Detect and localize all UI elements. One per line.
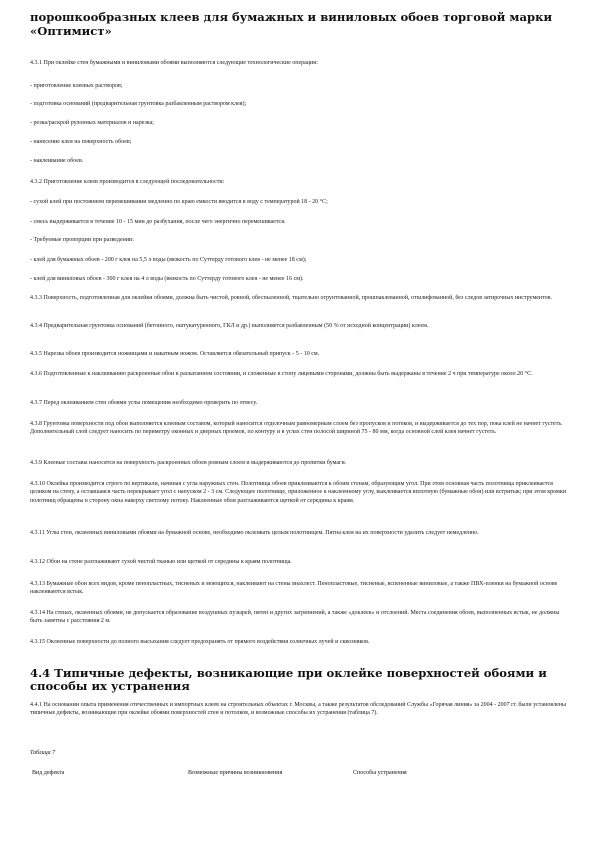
list-item: - приготовление клеевых растворов; [30, 83, 123, 89]
paragraph-4-3-2: 4.3.2 Приготовление клеев производится в следующей последовательности: [30, 179, 225, 185]
list-item: - подготовка оснований (предварительная грунтовка разбавленным раствором клея); [30, 101, 247, 107]
table-header-remedies: Способы устранения [353, 770, 407, 776]
list-item: - сухой клей при постоянном перемешивании медленно по краю емкости вводится в воду с температурой 18 - 20 °С; [30, 199, 328, 205]
paragraph-4-3-11: 4.3.11 Углы стен, оклеенных виниловыми обоями на бумажной основе, необходимо оклеивать целым полотнищем. Пятна клея на их поверхности удалить следует немедленно. [30, 530, 479, 536]
table-header-defect-type: Вид дефекта [32, 770, 65, 776]
paragraph-4-3-6: 4.3.6 Подготовленные к наклеиванию раскроенные обои в раскатанном состоянии, и сложенные в стопу лицевыми сторонами, должны быть выдержаны в течение 2 ч при температуре около 20 °С. [30, 371, 533, 377]
paragraph-4-4-1: 4.4.1 На основании опыта применения отечественных и импортных клеев на строительных объектах г. Москвы, а также результатов обследований Службы «Горячая линия» за 2004 - 2007 гг. были установлены типичные дефекты, возникающие при оклейке обоями поверхностей стен и потолков, и возможные способы их устранения (таблица 7). [30, 702, 567, 717]
table-header-row [30, 770, 570, 782]
paragraph-4-3-14: 4.3.14 На стенах, оклеенных обоями, не допускается образование воздушных пузырей, пятен и других загрязнений, а также «доклеек» и отслоений. Места соединения обоев, выполненных встык, не должны быть заметны с расстояния 2 м. [30, 610, 560, 625]
list-item: - резка/раскрой рулонных материалов и нарезка; [30, 120, 154, 126]
list-item: - Требуемые пропорции при разведении: [30, 237, 134, 243]
section-title: порошкообразных клеев для бумажных и виниловых обоев торговой марки «Оптимист» [30, 10, 553, 38]
paragraph-4-3-9: 4.3.9 Клеевые составы наносятся на поверхность раскроенных обоев ровным слоем и выдерживаются до пропитки бумаги. [30, 460, 347, 466]
paragraph-4-3-15: 4.3.15 Оклеенные поверхности до полного высыхания следует предохранять от прямого воздействия солнечных лучей и сквозняков. [30, 639, 370, 645]
section-4-4-title: 4.4 Типичные дефекты, возникающие при оклейке поверхностей обоями и способы их устранения [30, 666, 547, 693]
paragraph-4-3-3: 4.3.3 Поверхность, подготовленная для оклейки обоями, должна быть чистой, ровной, обеспыленной, тщательно огрунтованной, прошпаклеванной, отшлифованной, без следов затирочных инструментов. [30, 295, 553, 301]
list-item: - клей для бумажных обоев - 200 г клея на 5,5 л воды (вязкость по Суттерду готового клея - не менее 18 см); [30, 257, 307, 263]
paragraph-4-3-5: 4.3.5 Нарезка обоев производится ножницами и накатным ножом. Оставляется обязательный припуск - 5 - 10 см. [30, 351, 320, 357]
paragraph-4-3-8: 4.3.8 Грунтовка поверхности под обои выполняется клеевым составом, который наносится отделочным равномерным слоем без пропусков и потеков, и выдерживается до тех пор, пока клей не начнет густеть. Дополнительный слой следует наносить по периметру оконных и дверных проемов, по контуру и в углах стен полосой шириной 75 - 80 мм, когда основной слой клея начнет густеть. [30, 421, 563, 436]
list-item: - клей для виниловых обоев - 300 г клея на 4 л воды (вязкость по Суттерду готового клея - не менее 16 см). [30, 276, 304, 282]
list-item: - нанесение клея на поверхность обоев; [30, 139, 132, 145]
paragraph-4-3-12: 4.3.12 Обои на стене разглаживают сухой чистой тканью или щеткой от середины к краям полотнища. [30, 559, 292, 565]
list-item: - смесь выдерживается в течение 10 - 15 мин до разбухания, после чего энергично перемешивается. [30, 219, 286, 225]
paragraph-4-3-4: 4.3.4 Предварительная грунтовка оснований (бетонного, оштукатуренного, ГКЛ и др.) выполняется разбавленным (50 % от исходной концентрации) клеем. [30, 323, 429, 329]
paragraph-4-3-13: 4.3.13 Бумажные обои всех видов, кроме пенопластных, тисненых и моющихся, наклеивают на стены внахлест. Пенопластовые, тисненые, вспененные виниловые, а также ПВХ-пленки на бумажной основе наклеиваются встык. [30, 581, 558, 596]
paragraph-4-3-1: 4.3.1 При оклейке стен бумажными и виниловыми обоями выполняются следующие технологические операции: [30, 60, 319, 66]
table-caption: Таблица 7 [30, 750, 56, 756]
list-item: - наклеивание обоев. [30, 158, 84, 164]
paragraph-4-3-10: 4.3.10 Оклейка производится строго по вертикали, начиная с угла наружных стен. Полотнища обоев приклеиваются к обоим стенам, образующим угол. При этом основная часть полотнища приклеивается целиком на стену, а оставшаяся часть перекрывает угол с напуском 2 - 3 см. Следующее полотнище, приложенное к наклеенному углу, выклеивается вплотную (бумажные обои) или встритык; при этом кромки полотнищ обращены в сторону окна наверху светлому потоку. Наклеенные обои разглаживаются щеткой от середины к краям. [30, 481, 566, 504]
table-header-causes: Возможные причины возникновения [188, 770, 283, 776]
paragraph-4-3-7: 4.3.7 Перед оклеиванием стен обоями углы помещения необходимо проверить по отвесу. [30, 400, 258, 406]
